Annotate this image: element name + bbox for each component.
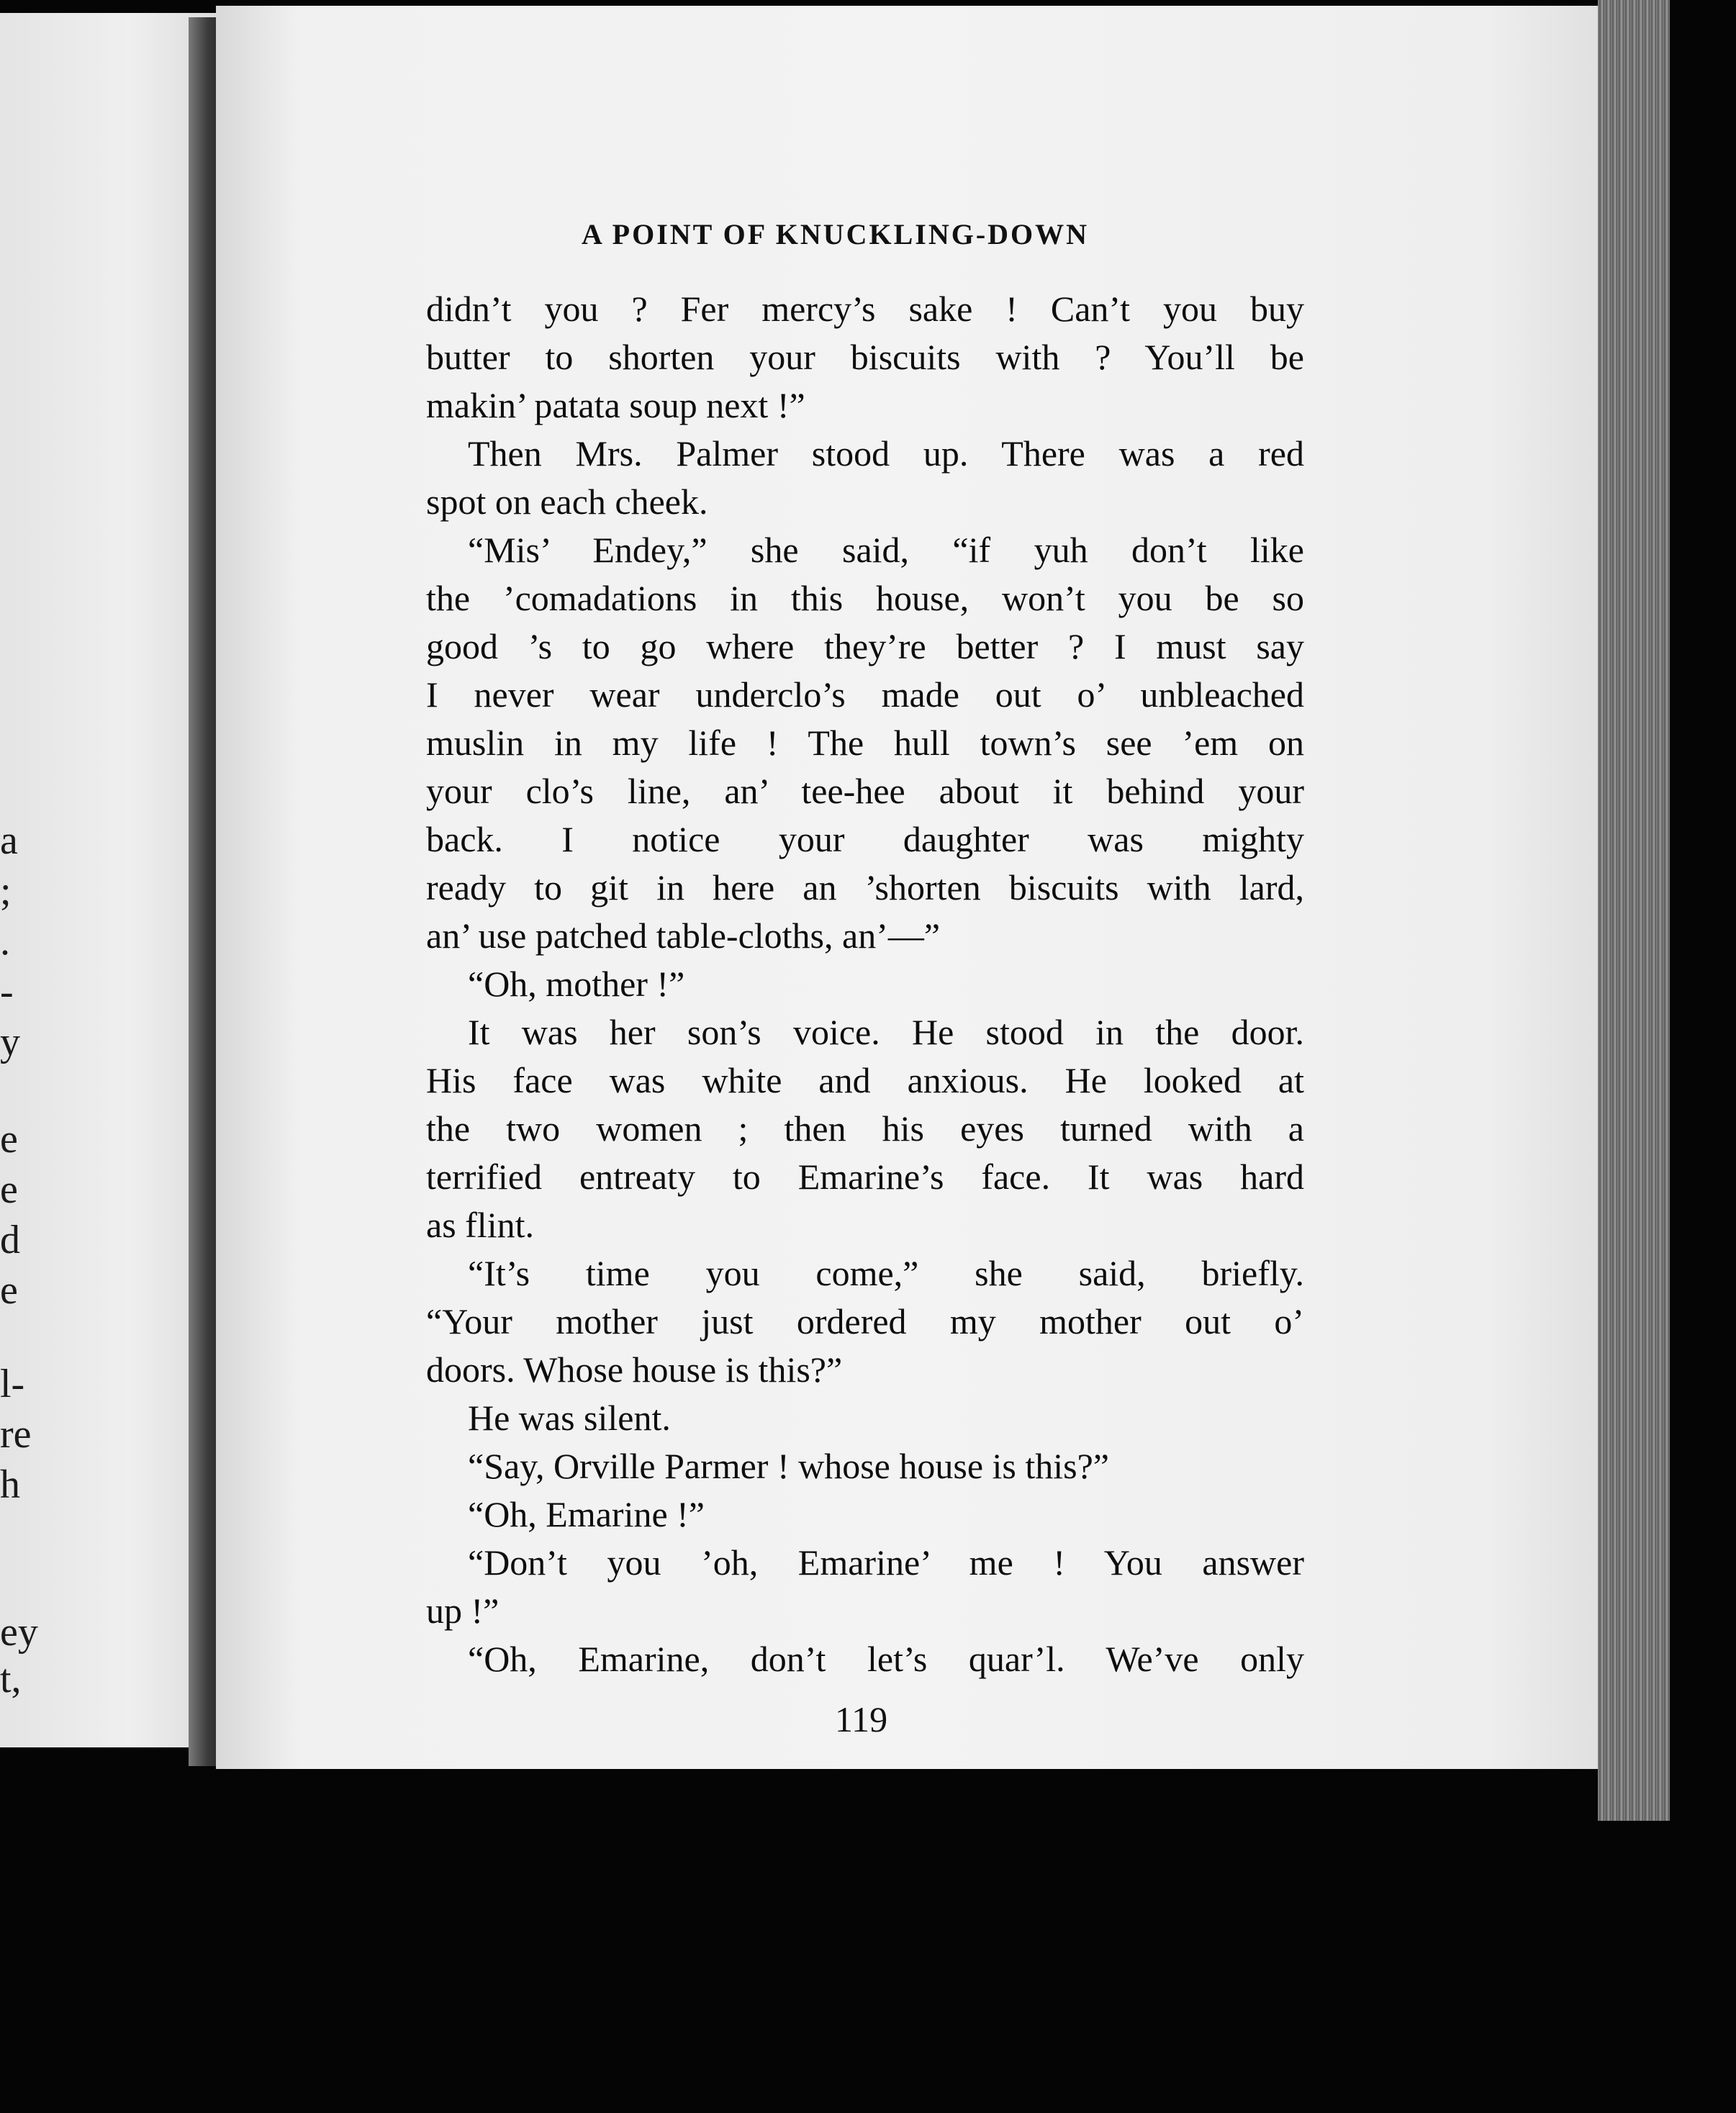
text-line: It was her son’s voice. He stood in the door. — [468, 1012, 1304, 1052]
left-page-fragment: a — [0, 818, 18, 863]
left-page-fragment: h — [0, 1462, 20, 1507]
text-line: “Say, Orville Parmer ! whose house is this?” — [468, 1446, 1109, 1486]
left-page-fragment: d — [0, 1218, 20, 1262]
text-line: ready to git in here an ’shorten biscuits with lard, — [426, 867, 1304, 908]
text-line: He was silent. — [468, 1398, 671, 1438]
text-line: I never wear underclo’s made out o’ unbleached — [426, 674, 1304, 715]
text-line: an’ use patched table-cloths, an’—” — [426, 915, 941, 956]
text-line: doors. Whose house is this?” — [426, 1349, 843, 1390]
text-line: up !” — [426, 1591, 499, 1631]
text-line: back. I notice your daughter was mighty — [426, 819, 1304, 859]
text-line: good ’s to go where they’re better ? I must say — [426, 626, 1304, 666]
text-line: the ’comadations in this house, won’t you be so — [426, 578, 1304, 618]
text-line: your clo’s line, an’ tee-hee about it behind your — [426, 771, 1304, 811]
left-page-fragment: ey — [0, 1610, 38, 1655]
text-line: spot on each cheek. — [426, 481, 708, 522]
text-line: “Oh, mother !” — [468, 964, 685, 1004]
text-line: “Your mother just ordered my mother out o’ — [426, 1301, 1304, 1341]
text-line: didn’t you ? Fer mercy’s sake ! Can’t you buy — [426, 289, 1304, 329]
text-line: as flint. — [426, 1205, 534, 1245]
left-page-fragment: t, — [0, 1657, 22, 1701]
left-page-fragment: . — [0, 919, 10, 964]
left-page-fragment: re — [0, 1412, 32, 1457]
text-line: “Don’t you ’oh, Emarine’ me ! You answer — [468, 1542, 1304, 1583]
page-edges — [1598, 0, 1670, 1821]
text-line: butter to shorten your biscuits with ? You’ll be — [426, 337, 1304, 377]
left-page-fragment: e — [0, 1167, 18, 1212]
text-line: “Oh, Emarine, don’t let’s quar’l. We’ve only — [468, 1639, 1304, 1679]
left-page-fragment: - — [0, 969, 14, 1014]
text-line: terrified entreaty to Emarine’s face. It was hard — [426, 1157, 1304, 1197]
left-page-fragment: l- — [0, 1362, 25, 1406]
text-line: “Oh, Emarine !” — [468, 1494, 705, 1534]
text-line: “It’s time you come,” she said, briefly. — [468, 1253, 1304, 1293]
text-line: Then Mrs. Palmer stood up. There was a red — [468, 433, 1304, 474]
page-number: 119 — [835, 1699, 888, 1739]
text-line: muslin in my life ! The hull town’s see ’em on — [426, 723, 1304, 763]
running-head: A POINT OF KNUCKLING-DOWN — [582, 218, 1090, 250]
text-line: makin’ patata soup next !” — [426, 385, 805, 425]
left-page-fragment: e — [0, 1268, 18, 1313]
text-line: the two women ; then his eyes turned with a — [426, 1108, 1304, 1149]
text-line: His face was white and anxious. He looked at — [426, 1060, 1304, 1100]
left-page-fragment: y — [0, 1020, 20, 1064]
text-line: “Mis’ Endey,” she said, “if yuh don’t like — [468, 530, 1304, 570]
left-page-fragment: ; — [0, 869, 12, 913]
body-text — [426, 285, 1304, 1683]
left-page-fragment: e — [0, 1117, 18, 1162]
left-page — [0, 13, 216, 1747]
